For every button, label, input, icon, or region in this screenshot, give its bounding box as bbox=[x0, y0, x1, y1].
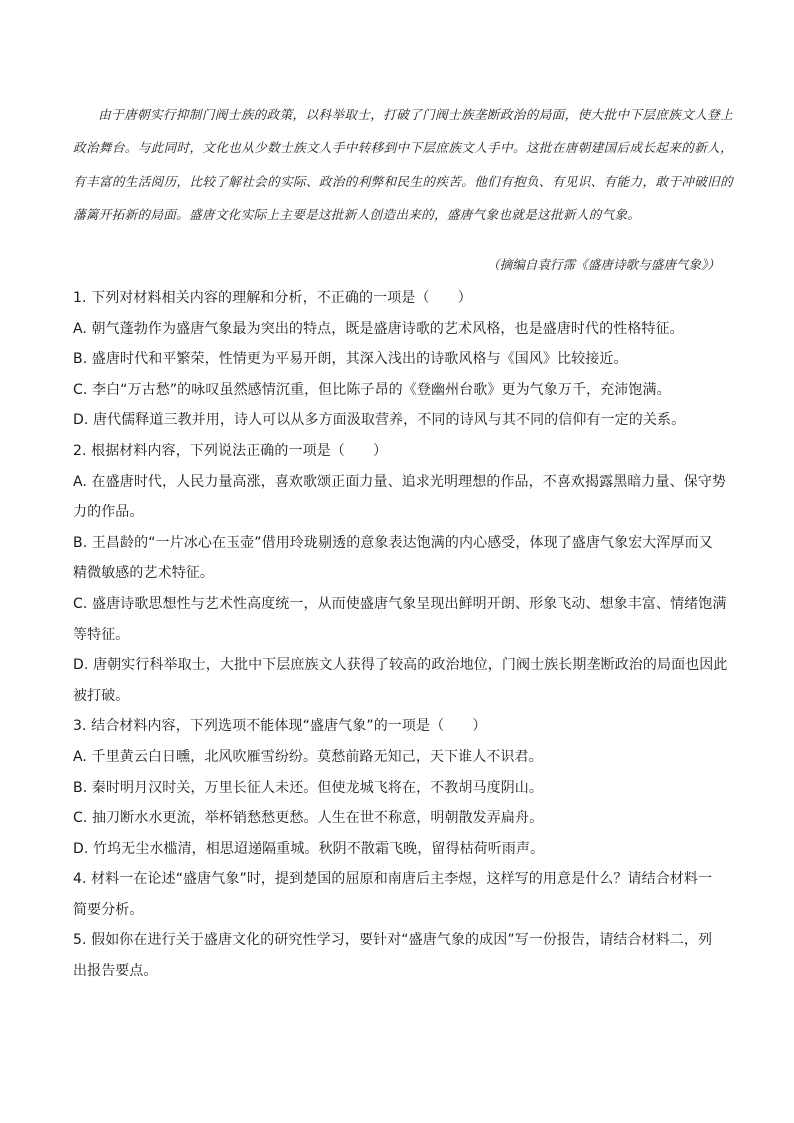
question-4-line2: 简要分析。 bbox=[73, 901, 144, 918]
question-2-option-b-line2: 精微敏感的艺术特征。 bbox=[73, 565, 214, 582]
question-5-line1: 5. 假如你在进行关于盛唐文化的研究性学习，要针对“盛唐气象的成因”写一份报告，请结合材料二，列 bbox=[73, 932, 713, 949]
question-3-option-c: C. 抽刀断水水更流，举杯销愁愁更愁。人生在世不称意，明朝散发弄扁舟。 bbox=[73, 810, 544, 827]
question-1-option-d: D. 唐代儒释道三教并用，诗人可以从多方面汲取营养，不同的诗风与其不同的信仰有一定的关系。 bbox=[73, 412, 686, 429]
question-2-option-a-line2: 力的作品。 bbox=[73, 504, 144, 521]
passage-source: （摘编自袁行霈《盛唐诗歌与盛唐气象》） bbox=[487, 257, 720, 272]
question-2-option-d-line2: 被打破。 bbox=[73, 687, 130, 704]
question-4-line1: 4. 材料一在论述“盛唐气象”时，提到楚国的屈原和南唐后主李煜，这样写的用意是什么？请结合材料一 bbox=[73, 871, 713, 888]
question-1-option-a: A. 朝气蓬勃作为盛唐气象最为突出的特点，既是盛唐诗歌的艺术风格，也是盛唐时代的性格特征。 bbox=[73, 320, 684, 337]
question-list bbox=[73, 283, 733, 987]
question-3-option-b: B. 秦时明月汉时关，万里长征人未还。但使龙城飞将在，不教胡马度阴山。 bbox=[73, 779, 544, 796]
question-5-line2: 出报告要点。 bbox=[73, 963, 158, 980]
material-passage: 由于唐朝实行抑制门阀士族的政策，以科举取士，打破了门阀士族垄断政治的局面，使大批中下层庶族文人登上政治舞台。与此同时，文化也从少数士族文人手中转移到中下层庶族文人手中。这批在唐朝建国后成长起来的新人，有丰富的生活阅历，比较了解社会的实际、政治的利弊和民生的疾苦。他们有抱负、有见识、有能力，敢于冲破旧的藩篱开拓新的局面。盛唐文化实际上主要是这批新人创造出来的，盛唐气象也就是这批新人的气象。 bbox=[73, 107, 733, 223]
question-3-option-d: D. 竹坞无尘水槛清，相思迢递隔重城。秋阴不散霜飞晚，留得枯荷听雨声。 bbox=[73, 840, 545, 857]
question-2-option-a-line1: A. 在盛唐时代，人民力量高涨，喜欢歌颂正面力量、追求光明理想的作品，不喜欢揭露黑暗力量、保守势 bbox=[73, 473, 727, 490]
question-2-option-b-line1: B. 王昌龄的“一片冰心在玉壶”借用玲珑剔透的意象表达饱满的内心感受，体现了盛唐气象宏大浑厚而又 bbox=[73, 534, 713, 551]
question-3-option-a: A. 千里黄云白日曛，北风吹雁雪纷纷。莫愁前路无知己，天下谁人不识君。 bbox=[73, 748, 543, 765]
question-1-option-b: B. 盛唐时代和平繁荣，性情更为平易开朗，其深入浅出的诗歌风格与《国风》比较接近。 bbox=[73, 351, 628, 368]
question-2-stem: 2. 根据材料内容，下列说法正确的一项是（ ） bbox=[73, 442, 388, 459]
question-3-stem: 3. 结合材料内容，下列选项不能体现“盛唐气象”的一项是（ ） bbox=[73, 718, 487, 735]
question-1-stem: 1. 下列对材料相关内容的理解和分析，不正确的一项是（ ） bbox=[73, 290, 472, 306]
question-2-option-c-line1: C. 盛唐诗歌思想性与艺术性高度统一，从而使盛唐气象呈现出鲜明开朗、形象飞动、想象丰富、情绪饱满 bbox=[73, 595, 727, 612]
question-2-option-c-line2: 等特征。 bbox=[73, 626, 130, 643]
question-1-option-c: C. 李白“万古愁”的咏叹虽然感情沉重，但比陈子昂的《登幽州台歌》更为气象万千，充沛饱满。 bbox=[73, 381, 671, 398]
question-2-option-d-line1: D. 唐朝实行科举取士，大批中下层庶族文人获得了较高的政治地位，门阀士族长期垄断政治的局面也因此 bbox=[73, 657, 728, 674]
